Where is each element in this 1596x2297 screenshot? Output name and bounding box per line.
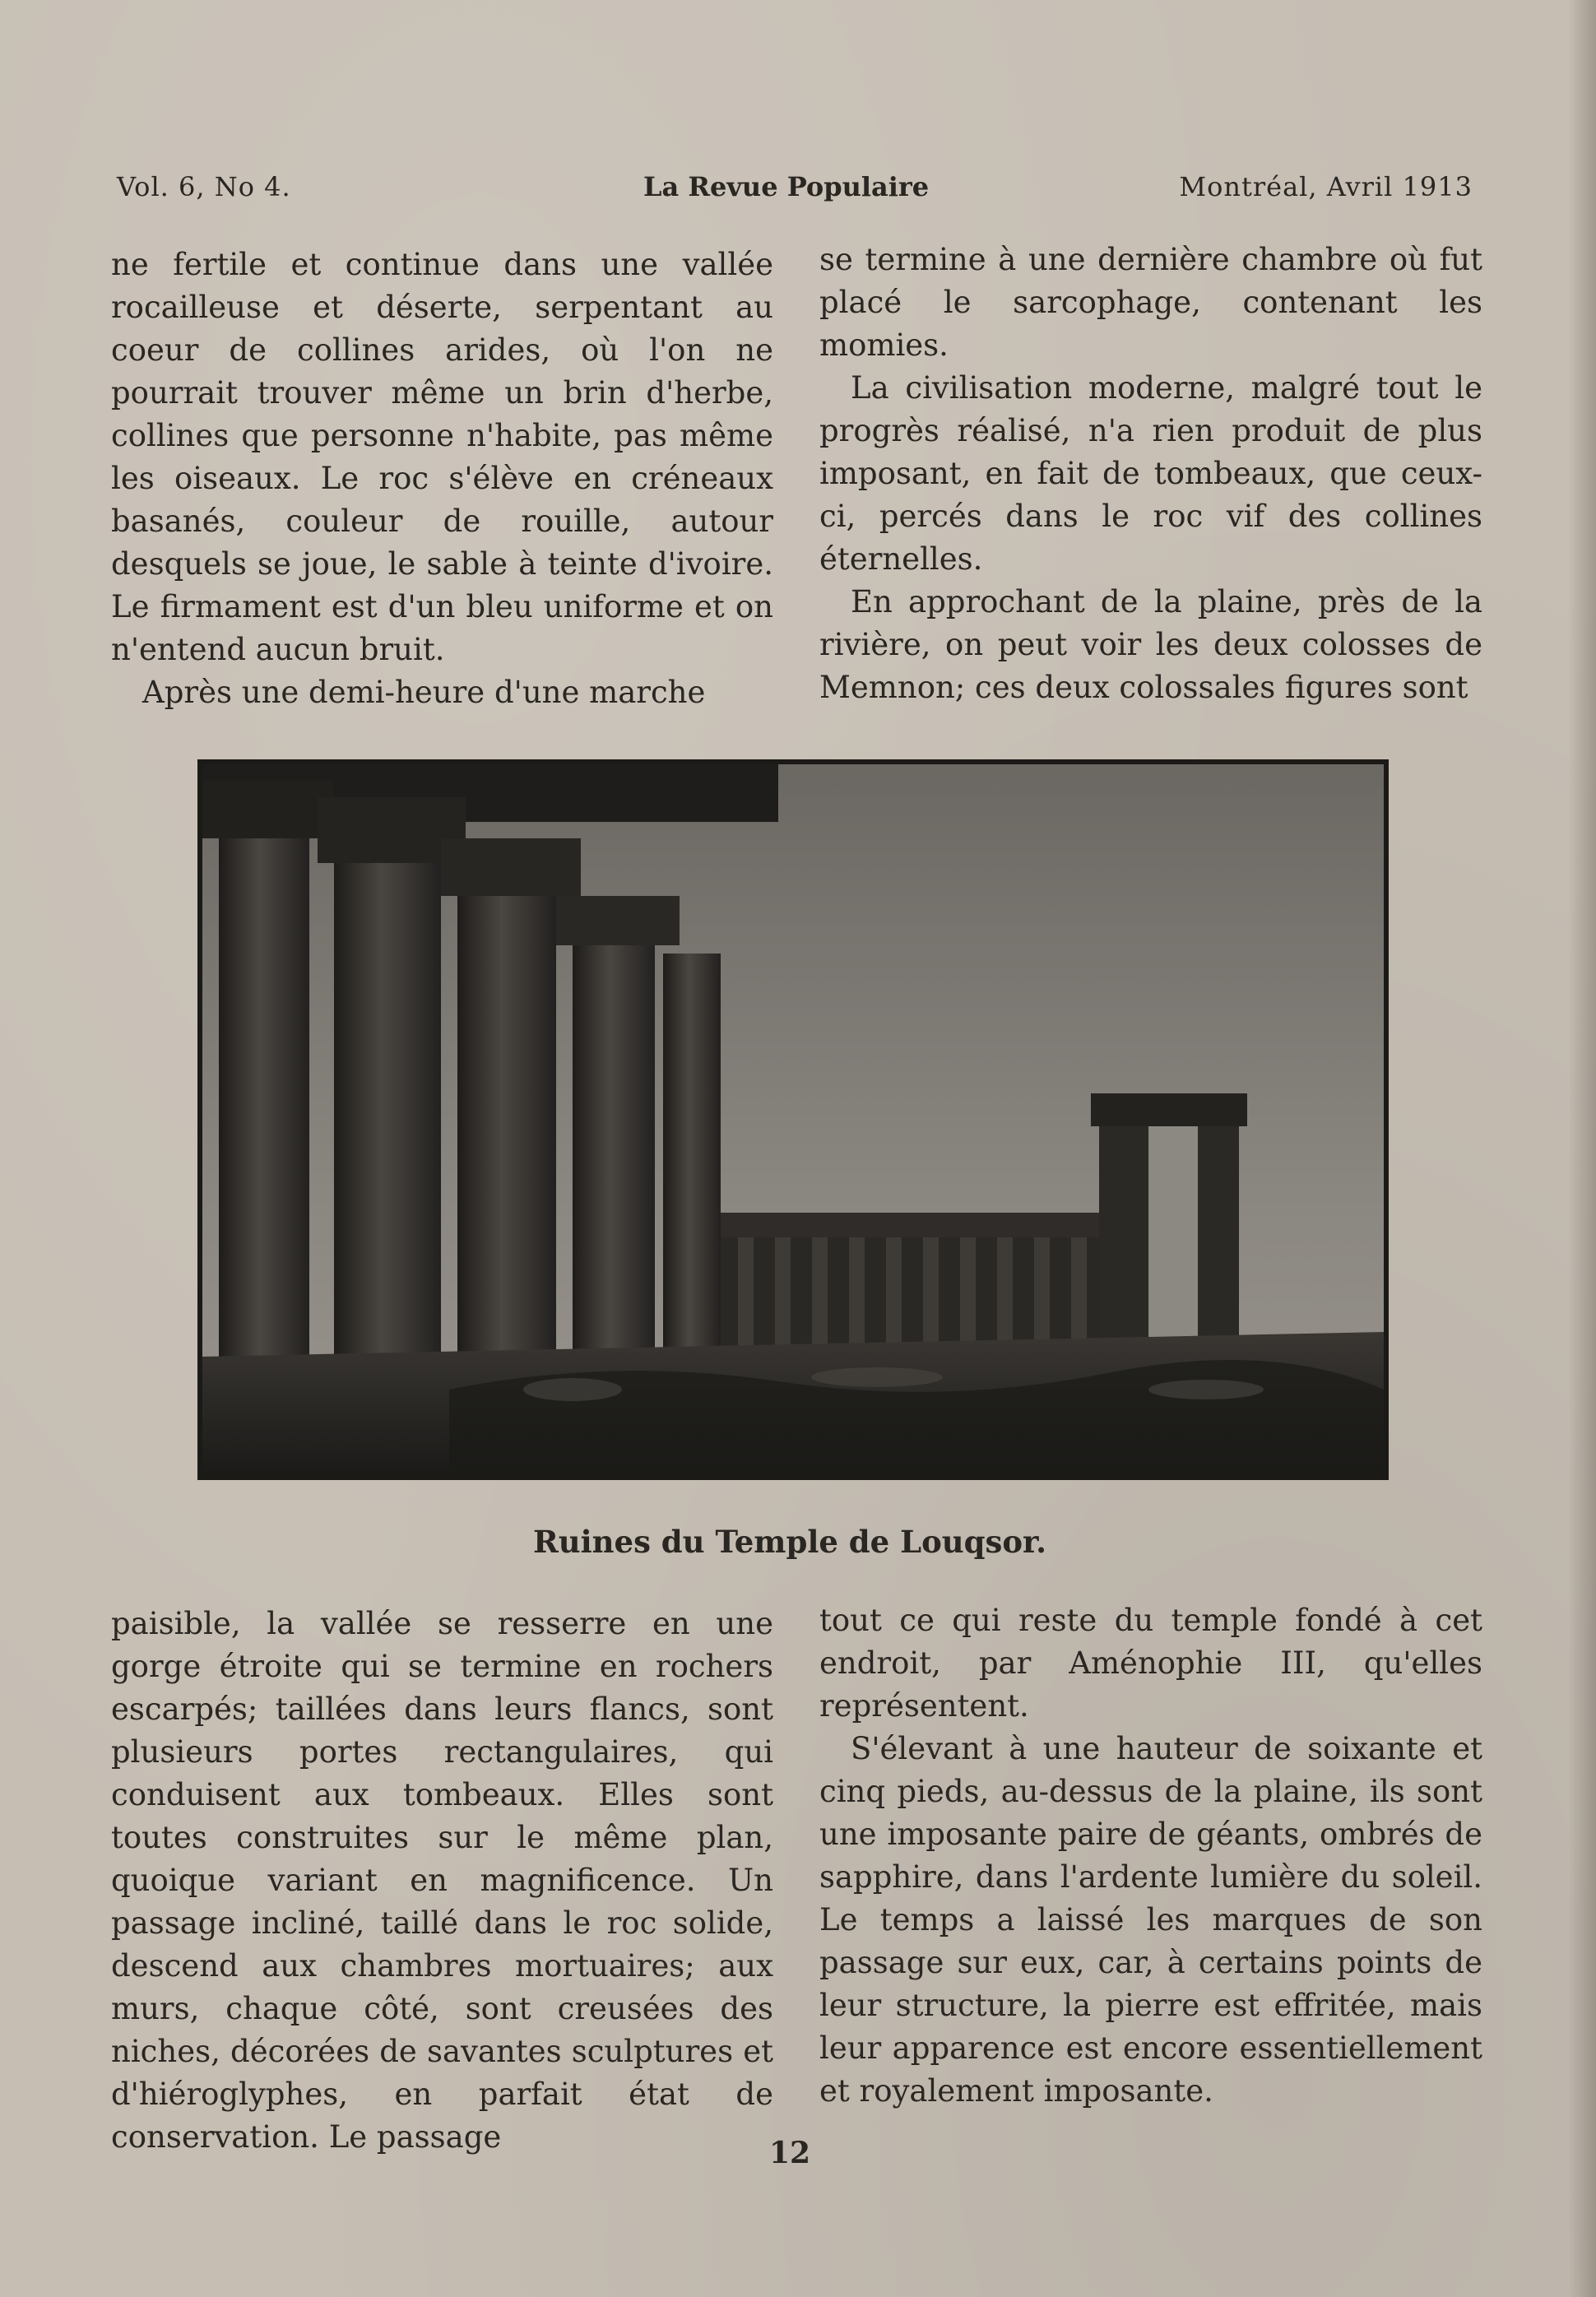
paragraph: paisible, la vallée se resserre en une gorge étroite qui se termine en rochers escarpés; taillées dans leurs flancs, sont plusieurs portes rectangulaires, qui conduisent aux tombeaux. Elles sont toutes construites sur le même plan, quoique variant en magnificence. Un passage incliné, taillé dans le roc solide, descend aux chambres mortuaires; aux murs, chaque côté, sont creusées des niches, décorées de savantes sculptures et d'hiéroglyphes, en parfait état de conservation. Le passage bbox=[111, 1606, 773, 2155]
volume-number: Vol. 6, No 4. bbox=[117, 171, 291, 202]
running-header bbox=[117, 171, 1473, 212]
paragraph: S'élevant à une hauteur de soixante et cinq pieds, au-dessus de la plaine, ils sont une imposante paire de géants, ombrés de sapphire, dans l'ardente lumière du soleil. Le temps a laissé les marques de son passage sur eux, car, à certains points de leur structure, la pierre est effritée, mais leur apparence est encore essentiellement et royalement imposante. bbox=[819, 1731, 1482, 2109]
place-date: Montréal, Avril 1913 bbox=[1179, 171, 1473, 202]
paragraph: La civilisation moderne, malgré tout le progrès réalisé, n'a rien produit de plus imposant, en fait de tombeaux, que ceux-ci, percés dans le roc vif des collines éternelles. bbox=[819, 370, 1482, 577]
paragraph: tout ce qui reste du temple fondé à cet endroit, par Aménophie III, qu'elles représentent. bbox=[819, 1603, 1482, 1724]
top-right-column bbox=[819, 239, 1482, 709]
paragraph: Après une demi-heure d'une marche bbox=[142, 675, 706, 710]
paragraph: se termine à une dernière chambre où fut placé le sarcophage, contenant les momies. bbox=[819, 242, 1482, 363]
paragraph: En approchant de la plaine, près de la rivière, on peut voir les deux colosses de Memnon; ces deux colossales figures sont bbox=[819, 584, 1482, 705]
temple-photograph bbox=[197, 759, 1389, 1480]
paragraph: ne fertile et continue dans une vallée rocailleuse et déserte, serpentant au coeur de collines arides, où l'on ne pourrait trouver même un brin d'herbe, collines que personne n'habite, pas même les oiseaux. Le roc s'élève en créneaux basanés, couleur de rouille, autour desquels se joue, le sable à teinte d'ivoire. Le firmament est d'un bleu uniforme et on n'entend aucun bruit. bbox=[111, 247, 773, 667]
page-number: 12 bbox=[768, 2136, 811, 2170]
figure-caption: Ruines du Temple de Louqsor. bbox=[532, 1524, 1047, 1560]
page-edge-shadow bbox=[1568, 0, 1596, 2297]
magazine-title: La Revue Populaire bbox=[643, 171, 930, 202]
top-left-column bbox=[111, 244, 773, 714]
bottom-right-column bbox=[819, 1599, 1482, 2113]
bottom-left-column bbox=[111, 1603, 773, 2159]
temple-ruins-illustration bbox=[202, 764, 1384, 1475]
